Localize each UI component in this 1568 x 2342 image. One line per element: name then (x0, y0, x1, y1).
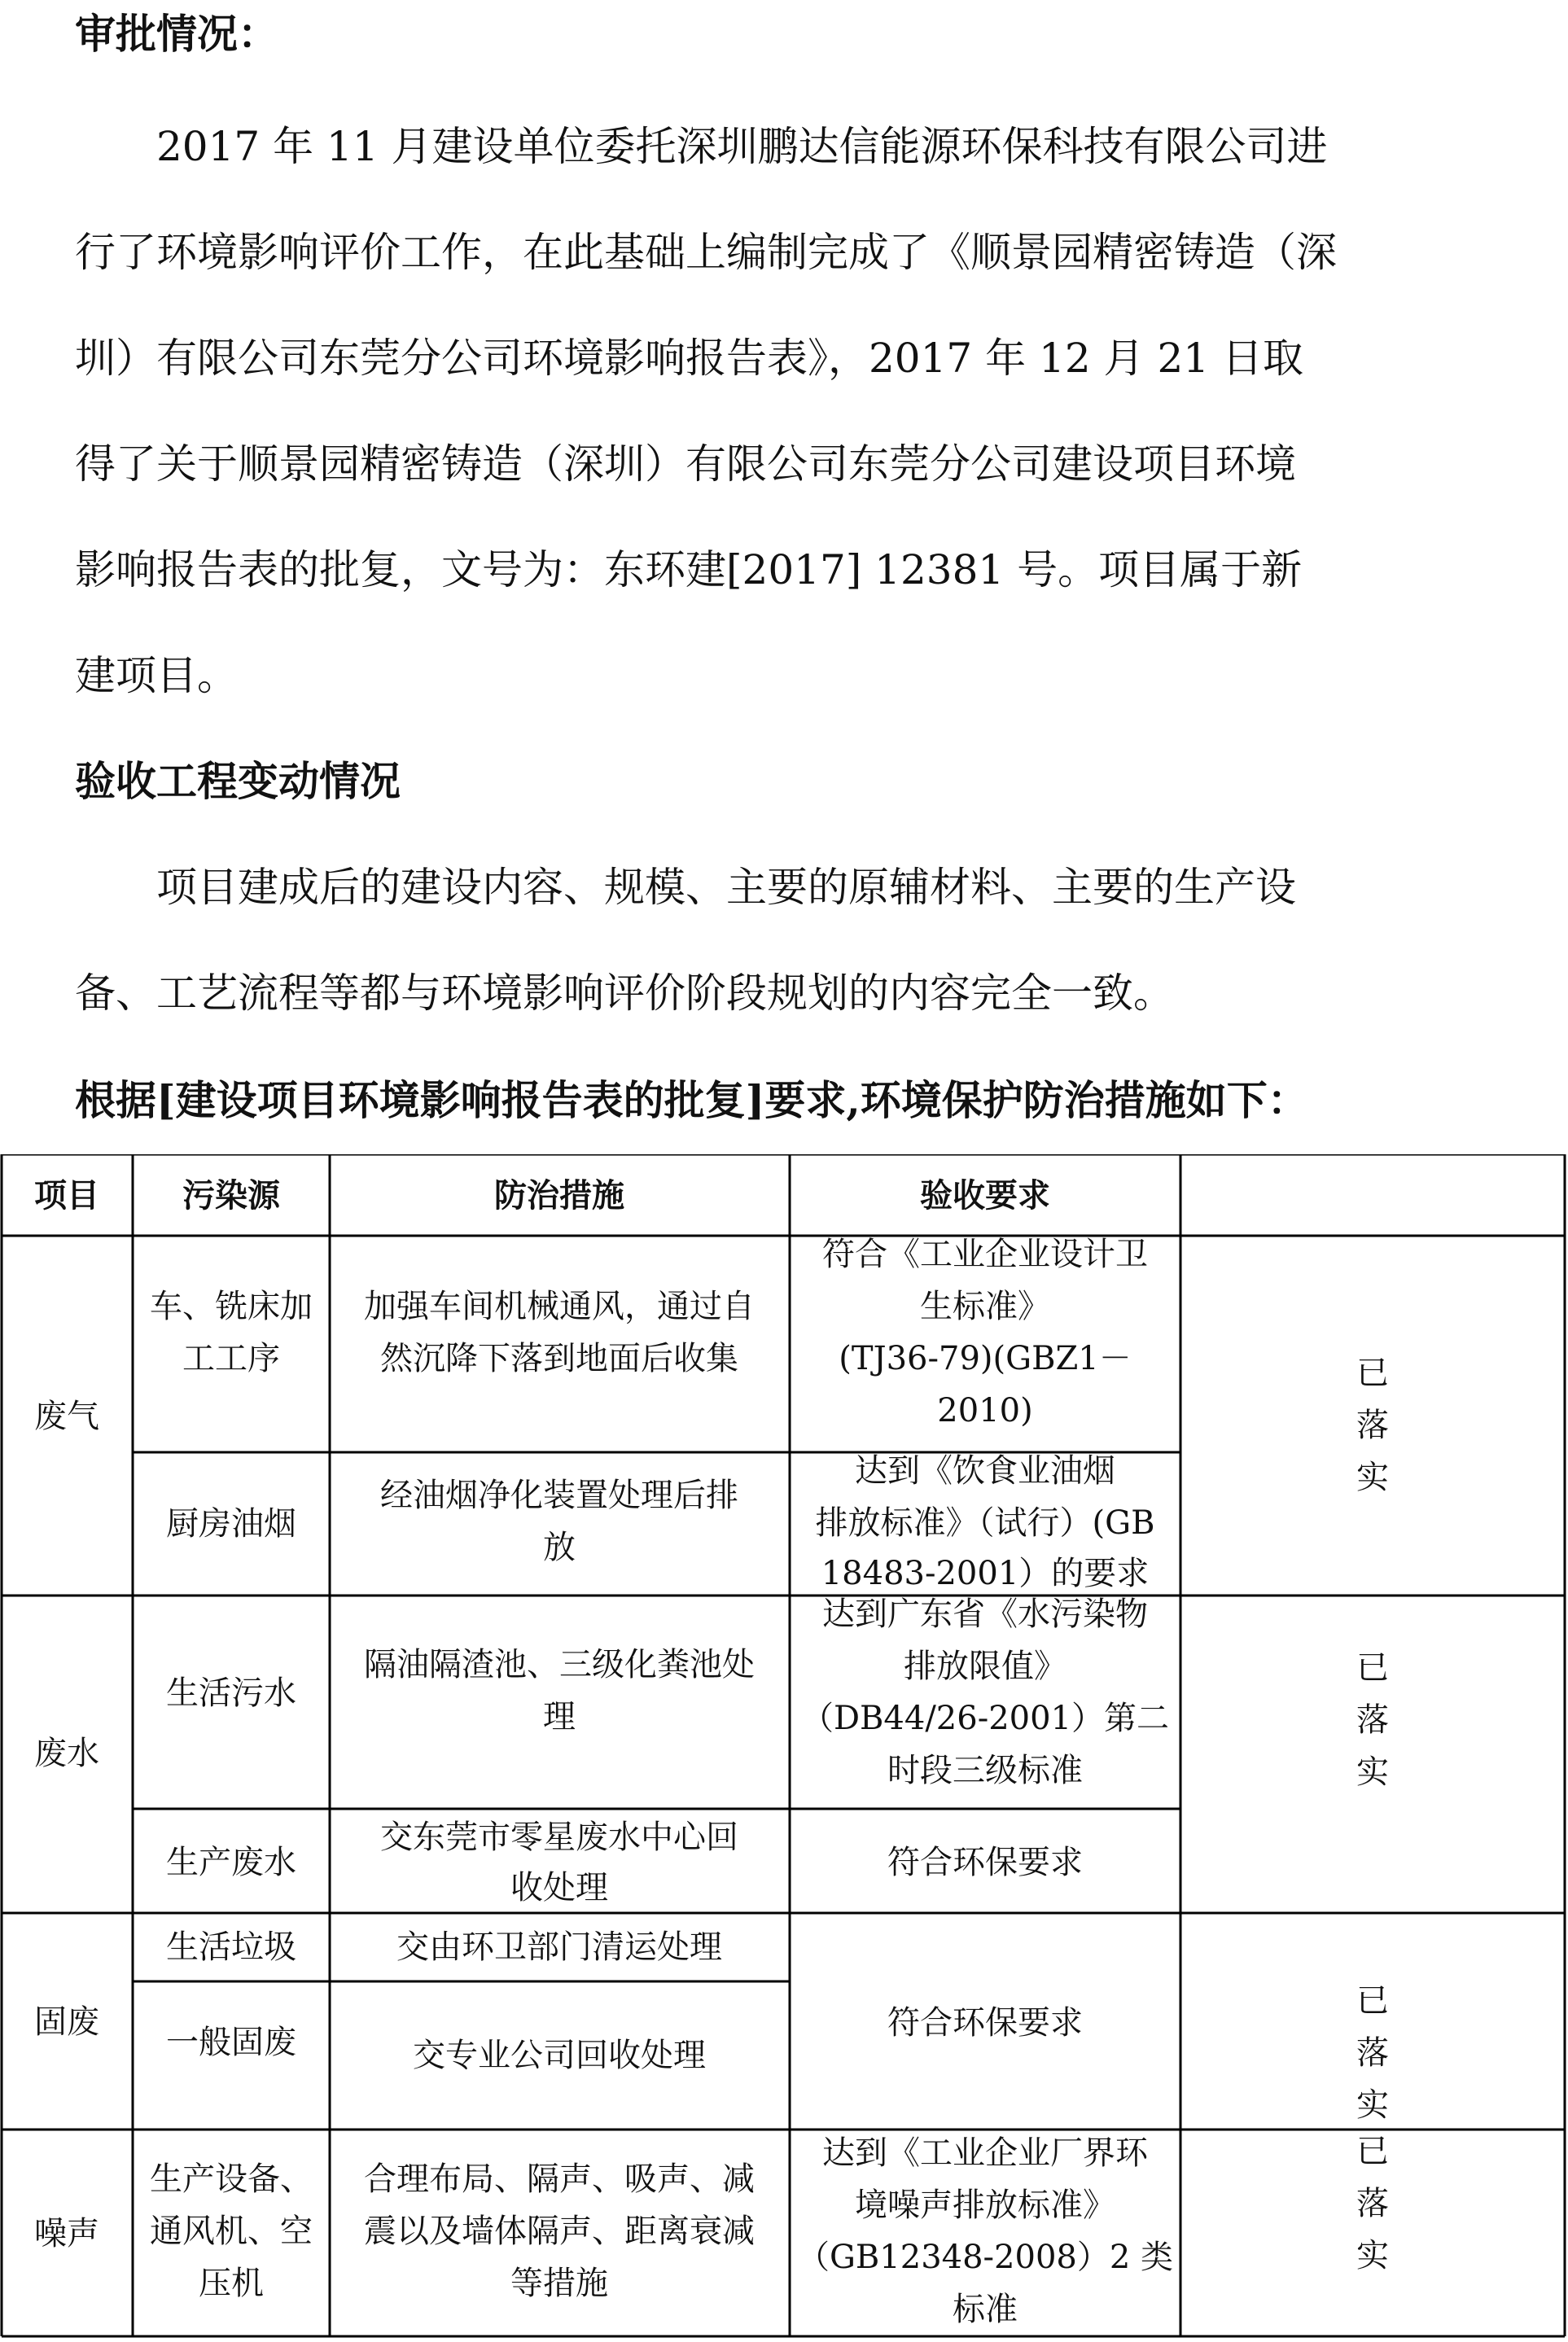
header-requirement: 验收要求 (920, 1176, 1050, 1215)
heading-changes: 验收工程变动情况 (75, 757, 401, 805)
requirement-cell: 18483-2001）的要求 (821, 1555, 1150, 1592)
requirement-cell: 达到《饮食业油烟 (855, 1452, 1115, 1490)
measure-cell: 加强车间机械通风，通过自 (364, 1288, 755, 1325)
para1-line-5: 影响报告表的批复，文号为：东环建[2017] 12381 号。项目属于新 (75, 546, 1303, 593)
source-cell: 通风机、空 (150, 2213, 313, 2250)
status-cell: 落 (1356, 2185, 1389, 2222)
status-cell: 已 (1356, 2133, 1389, 2170)
measure-cell: 理 (543, 1698, 576, 1736)
source-cell: 生产废水 (166, 1844, 296, 1881)
para1-line-4: 得了关于顺景园精密铸造（深圳）有限公司东莞分公司建设项目环境 (75, 440, 1296, 488)
para1-line-2: 行了环境影响评价工作，在此基础上编制完成了《顺景园精密铸造（深 (75, 229, 1337, 276)
status-cell: 已 (1356, 1355, 1389, 1392)
requirement-cell: （DB44/26-2001）第二 (800, 1700, 1170, 1737)
status-cell: 已 (1356, 1982, 1389, 2020)
status-cell: 实 (1356, 2086, 1389, 2124)
requirement-cell: 达到广东省《水污染物 (822, 1596, 1148, 1633)
header-measure: 防治措施 (494, 1176, 624, 1215)
status-cell: 实 (1356, 1459, 1389, 1496)
measure-cell: 等措施 (510, 2265, 608, 2302)
requirement-cell: 排放限值》 (904, 1648, 1067, 1685)
category-waste-water: 废水 (34, 1735, 99, 1772)
requirement-cell: 符合环保要求 (887, 2004, 1083, 2042)
requirement-cell: 生标准》 (920, 1288, 1050, 1325)
status-cell: 实 (1356, 2237, 1389, 2274)
category-noise: 噪声 (34, 2215, 99, 2252)
status-cell: 实 (1356, 1753, 1389, 1791)
status-cell: 落 (1356, 2034, 1389, 2072)
measures-table (0, 1154, 1568, 2339)
header-source: 污染源 (182, 1176, 280, 1215)
source-cell: 厨房油烟 (166, 1505, 296, 1543)
para1-line-6: 建项目。 (75, 652, 238, 699)
requirement-cell: 符合《工业企业设计卫 (822, 1236, 1148, 1273)
requirement-cell: 时段三级标准 (887, 1752, 1083, 1789)
source-cell: 生活垃圾 (166, 1928, 296, 1966)
status-cell: 落 (1356, 1701, 1389, 1739)
para2-line-2: 备、工艺流程等都与环境影响评价阶段规划的内容完全一致。 (75, 970, 1174, 1017)
heading-requirements: 根据[建设项目环境影响报告表的批复]要求,环境保护防治措施如下： (75, 1076, 1308, 1124)
source-cell: 生活污水 (166, 1674, 296, 1712)
measure-cell: 合理布局、隔声、吸声、减 (364, 2160, 755, 2198)
para1-line-3: 圳）有限公司东莞分公司环境影响报告表》，2017 年 12 月 21 日取 (75, 335, 1303, 382)
measure-cell: 震以及墙体隔声、距离衰减 (364, 2213, 755, 2250)
measure-cell: 交东莞市零星废水中心回 (380, 1819, 738, 1856)
measure-cell: 放 (543, 1529, 576, 1566)
source-cell: 一般固废 (166, 2024, 296, 2061)
measure-cell: 经油烟净化装置处理后排 (380, 1477, 738, 1514)
requirement-cell: 达到《工业企业厂界环 (822, 2134, 1148, 2172)
requirement-cell: 排放标准》（试行）(GB (815, 1504, 1155, 1542)
measure-cell: 然沉降下落到地面后收集 (380, 1340, 738, 1377)
header-item: 项目 (34, 1176, 99, 1215)
source-cell: 车、铣床加 (150, 1288, 313, 1325)
source-cell: 压机 (199, 2265, 264, 2302)
requirement-cell: 2010) (937, 1392, 1033, 1429)
measure-cell: 隔油隔渣池、三级化粪池处 (364, 1646, 755, 1683)
source-cell: 工工序 (182, 1340, 280, 1377)
requirement-cell: 标准 (953, 2291, 1018, 2328)
measure-cell: 交由环卫部门清运处理 (396, 1928, 722, 1966)
source-cell: 生产设备、 (150, 2160, 313, 2198)
category-solid-waste: 固废 (34, 2003, 99, 2041)
requirement-cell: 境噪声排放标准》 (855, 2187, 1115, 2224)
measure-cell: 收处理 (510, 1869, 608, 1906)
status-cell: 已 (1356, 1649, 1389, 1687)
requirement-cell: (TJ36-79)(GBZ1－ (839, 1340, 1132, 1377)
category-waste-gas: 废气 (34, 1398, 99, 1435)
para1-line-1: 2017 年 11 月建设单位委托深圳鹏达信能源环保科技有限公司进 (75, 123, 1328, 170)
requirement-cell: （GB12348-2008）2 类 (796, 2239, 1174, 2276)
status-cell: 落 (1356, 1407, 1389, 1444)
measure-cell: 交专业公司回收处理 (413, 2037, 706, 2074)
para2-line-1: 项目建成后的建设内容、规模、主要的原辅材料、主要的生产设 (75, 864, 1296, 911)
requirement-cell: 符合环保要求 (887, 1844, 1083, 1881)
heading-approval: 审批情况： (75, 10, 278, 58)
